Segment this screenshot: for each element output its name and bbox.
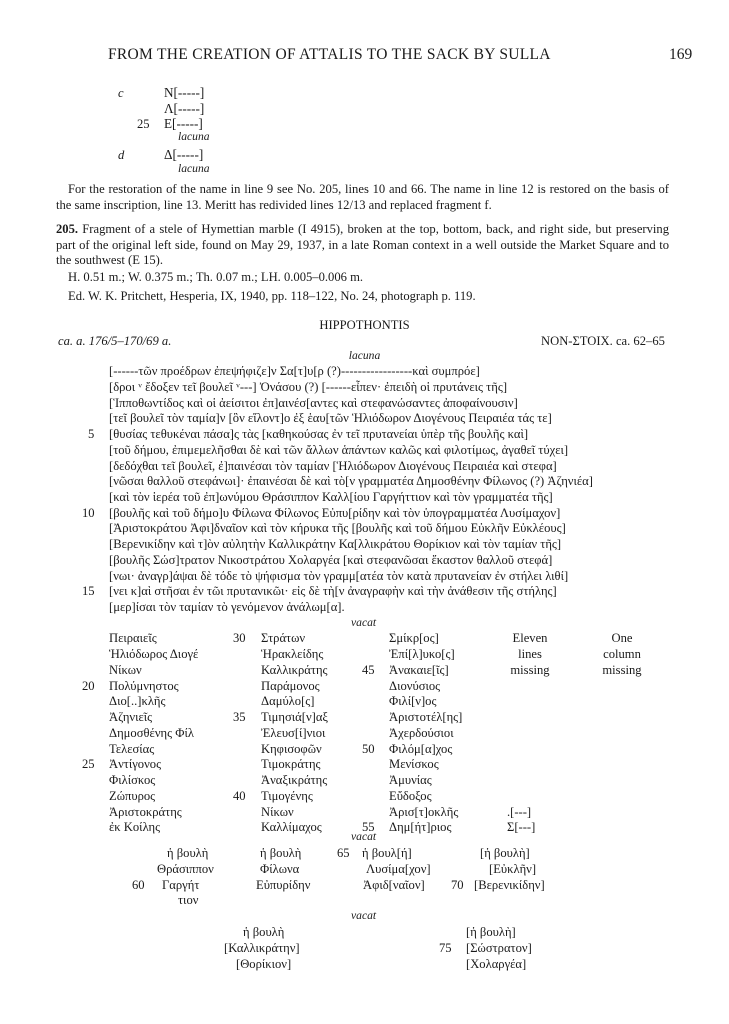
tribe-heading: HIPPOTHONTIS	[319, 318, 410, 332]
name: Παράμονος	[261, 679, 320, 693]
name: Ἐλευσ[ί]νιοι	[261, 726, 326, 740]
name: Στράτων	[261, 631, 306, 645]
crown-text: ἡ βουλὴ	[167, 846, 209, 860]
line-number: 55	[362, 820, 375, 834]
fragment-line: Λ[-----]	[164, 101, 205, 116]
running-header: FROM THE CREATION OF ATTALIS TO THE SACK BY SULLA	[108, 46, 551, 63]
line-number: 60	[132, 878, 145, 892]
text-line: [------τῶν προέδρων ἐπεψήφιζε]ν Σα[τ]υ[ρ (?)-----------------καὶ συμπρόε]	[109, 364, 480, 378]
line-number: 65	[337, 846, 350, 860]
fragment-line: Ν[-----]	[164, 85, 205, 100]
fragment-c-label: c	[118, 86, 124, 100]
date-label: ca. a. 176/5–170/69 a.	[58, 334, 172, 348]
text-line: [νῶσαι θαλλοῦ στεφάνωι]· ἐπαινέσαι δὲ καὶ τὸ[ν γραμματέα Δημοσθένην Φίλωνος (?) Ἀζηνιέα]	[109, 474, 593, 488]
text-line: [Ἀριστοκράτου Ἀφι]δναῖον καὶ τὸν κήρυκα τῆς [βουλῆς καὶ τοῦ δήμου Εὐκλῆν Εὐκλέους]	[109, 521, 566, 535]
missing-note: missing	[510, 663, 550, 677]
line-number: 10	[82, 506, 95, 520]
text-line: [νει κ]αὶ στῆσαι ἐν τῶι πρυτανικῶι· εἰς δὲ τὴ[ν ἀναγραφὴν καὶ τὴν ἀνάθεσιν τῆς στήλης]	[109, 584, 557, 598]
text-line: [δεδόχθαι τεῖ βουλεῖ, ἐ]παινέσαι τὸν ταμίαν [Ἡλιόδωρον Διογένους Πειραιέα καὶ στεφα]	[109, 459, 557, 473]
name: Ἀριστοτέλ[ης]	[389, 710, 463, 724]
fragment-line: Δ[-----]	[164, 147, 204, 162]
crown-text: Ἀφιδ[ναῖον]	[363, 878, 425, 892]
name: Φιλόμ[α]χος	[389, 742, 453, 756]
entry-description-text: Fragment of a stele of Hymettian marble (I 4915), broken at the top, bottom, back, and right side, but preserving part of the original left side, found on May 29, 1937, in a late Roman context in a well outside the Market Square and to the southwest (E 15).	[56, 222, 669, 268]
crown-text: Γαργήτ	[162, 878, 200, 892]
text-line: [καὶ τὸν ἱερέα τοῦ ἐπ]ωνύμου Θράσιππον Καλλ[ίου Γαργήττιον καὶ τὸν γραμματέα τῆς]	[109, 490, 553, 504]
crown-text: Λυσίμα[χον]	[366, 862, 431, 876]
entry-description	[56, 222, 669, 269]
line-number: 15	[82, 584, 95, 598]
crown-text: τιον	[178, 893, 199, 907]
line-number: 5	[88, 427, 95, 441]
dimensions: H. 0.51 m.; W. 0.375 m.; Th. 0.07 m.; LH. 0.005–0.006 m.	[68, 270, 364, 284]
name: Μενίσκος	[389, 757, 439, 771]
text-line: [τοῦ δήμου, ἐπιμεμελῆσθαι δὲ καὶ τῶν ἄλλων ἁπάντων καλῶς καὶ φιλοτίμως, ἀγαθεῖ τύχει]	[109, 443, 569, 457]
crown-text: [Θορίκιον]	[236, 957, 292, 971]
crown-text: [Σώστρατον]	[466, 941, 532, 955]
name: Διο[..]κλῆς	[109, 694, 166, 708]
name: Καλλικράτης	[261, 663, 328, 677]
name: Νίκων	[109, 663, 142, 677]
name: Ἡρακλείδης	[261, 647, 324, 661]
commentary-note: For the restoration of the name in line 9 see No. 205, lines 10 and 66. The name in line 12 is restored on the basis of the same inscription, line 13. Meritt has redivided lines 12/13 and replaced fragment f.	[56, 182, 669, 212]
crown-text: Φίλωνα	[260, 862, 300, 876]
line-number: 35	[233, 710, 246, 724]
crown-text: ἡ βουλ[ή]	[362, 846, 412, 860]
vacat-label: vacat	[351, 616, 377, 629]
name: Ζώπυρος	[109, 789, 156, 803]
crown-text: [Εὐκλῆν]	[489, 862, 537, 876]
text-line: [νωι· ἀναγρ]άψαι δὲ τόδε τὸ ψήφισμα τὸν γραμμ[ατέα τὸν κατὰ πρυτανείαν ἐν στήλει λιθί]	[109, 569, 569, 583]
name: Τελεσίας	[109, 742, 155, 756]
text-line: [βουλῆς καὶ τοῦ δήμο]υ Φίλωνα Φίλωνος Εὐπυ[ρίδην καὶ τὸν ὑπογραμματέα Λυσίμαχον]	[109, 506, 561, 520]
line-number: 25	[137, 117, 150, 131]
crown-text: Θράσιππον	[157, 862, 214, 876]
name: Τιμογένης	[261, 789, 313, 803]
name: Πολύμνηστος	[109, 679, 179, 693]
line-number: 20	[82, 679, 95, 693]
missing-note: missing	[602, 663, 642, 677]
line-number: 45	[362, 663, 375, 677]
missing-note: column	[603, 647, 641, 661]
name: Φιλίσκος	[109, 773, 156, 787]
name: Σ[---]	[507, 820, 536, 834]
text-line: [Ἱπποθωντίδος καὶ οἱ ἀείσιτοι ἐπ]αινέσ[αντες καὶ στεφανώσαντες ἀποφαίνουσιν]	[109, 396, 518, 410]
name: Σμίκρ[ος]	[389, 631, 439, 645]
name: Καλλίμαχος	[261, 820, 322, 834]
vacat-label: vacat	[351, 909, 377, 922]
fragment-line: Ε[-----]	[164, 116, 203, 131]
lacuna-label: lacuna	[348, 349, 381, 362]
name: Ἀχερδούσιοι	[389, 726, 454, 740]
missing-note: One	[611, 631, 633, 645]
crown-text: [Βερενικίδην]	[474, 878, 545, 892]
name: Ἀζηνιεῖς	[109, 710, 153, 724]
lacuna-label: lacuna	[178, 162, 210, 175]
crown-text: [Χολαργέα]	[466, 957, 527, 971]
name: Φιλί[ν]ος	[389, 694, 437, 708]
text-line: [Βερενικίδην καὶ τ]ὸν αὐλητὴν Καλλικράτην Κα[λλικράτου Θορίκιον καὶ τὸν ταμίαν τῆς]	[109, 537, 562, 551]
text-line: [θυσίας τεθυκέναι πάσα]ς τὰς [καθηκούσας ἐν τεῖ πρυτανείαι ὑπὲρ τῆς βουλῆς καὶ]	[109, 427, 529, 441]
text-line: [μερ]ίσαι τὸν ταμίαν τὸ γενόμενον ἀνάλωμ[α].	[109, 600, 345, 614]
fragment-d-label: d	[118, 148, 125, 162]
name: Κηφισοφῶν	[261, 742, 322, 756]
text-line: [τεῖ βουλεῖ τὸν ταμία]ν [ὃν εἵλοντ]ο ἐξ ἑαυ[τῶν Ἡλιόδωρον Διογένους Πειραιέα τάς τε]	[109, 411, 552, 425]
line-number: 50	[362, 742, 375, 756]
name: Τιμοκράτης	[261, 757, 321, 771]
crown-text: [ἡ βουλὴ]	[466, 925, 516, 939]
name: Ἀρισ[τ]οκλῆς	[389, 805, 459, 819]
line-number: 70	[451, 878, 464, 892]
stoichedon-label: NON-ΣΤΟΙΧ. ca. 62–65	[541, 334, 665, 348]
line-number: 30	[233, 631, 246, 645]
crown-text: ἡ βουλὴ	[260, 846, 302, 860]
crown-text: Εὐπυρίδην	[256, 878, 311, 892]
name: Δαμύλο[ς]	[261, 694, 315, 708]
name: .[---]	[507, 805, 532, 819]
name: Ἡλιόδωρος Διογέ	[109, 647, 199, 661]
name: ἐκ Κοίλης	[109, 820, 161, 834]
missing-note: Eleven	[512, 631, 548, 645]
name: Πειραιεῖς	[109, 631, 157, 645]
entry-number: 205.	[56, 222, 79, 236]
crown-text: [ἡ βουλὴ]	[480, 846, 530, 860]
name: Δημοσθένης Φίλ	[109, 726, 194, 740]
name: Νίκων	[261, 805, 294, 819]
line-number: 75	[439, 941, 452, 955]
name: Ἀναξικράτης	[261, 773, 328, 787]
line-number: 25	[82, 757, 95, 771]
name: Διονύσιος	[389, 679, 441, 693]
name: Ἀμυνίας	[389, 773, 432, 787]
crown-text: [Καλλικράτην]	[224, 941, 300, 955]
text-line: [βουλῆς Σώσ]τρατον Νικοστράτου Χολαργέα [καὶ στεφανῶσαι ἕκαστον θαλλοῦ στεφά]	[109, 553, 553, 567]
page-number: 169	[669, 46, 693, 63]
name: Εὔδοξος	[389, 789, 432, 803]
name: Ἀριστοκράτης	[109, 805, 182, 819]
name: Ἀντίγονος	[109, 757, 162, 771]
edition: Ed. W. K. Pritchett, Hesperia, IX, 1940, pp. 118–122, No. 24, photograph p. 119.	[68, 289, 476, 303]
name: Τιμησιά[ν]αξ	[261, 710, 329, 724]
name: Ἐπί[λ]υκο[ς]	[389, 647, 455, 661]
lacuna-label: lacuna	[178, 130, 210, 143]
crown-text: ἡ βουλὴ	[243, 925, 285, 939]
line-number: 40	[233, 789, 246, 803]
missing-note: lines	[518, 647, 542, 661]
name: Ἀνακαιε[ῖς]	[389, 663, 449, 677]
vacat-label: vacat	[351, 830, 377, 843]
text-line: [δροι ᵛ ἔδοξεν τεῖ βουλεῖ ᵛ---] Ὀνάσου (?) [------εἶπεν· ἐπειδὴ οἱ πρυτάνεις τῆς]	[109, 380, 508, 394]
name: Δημ[ήτ]ριος	[389, 820, 452, 834]
